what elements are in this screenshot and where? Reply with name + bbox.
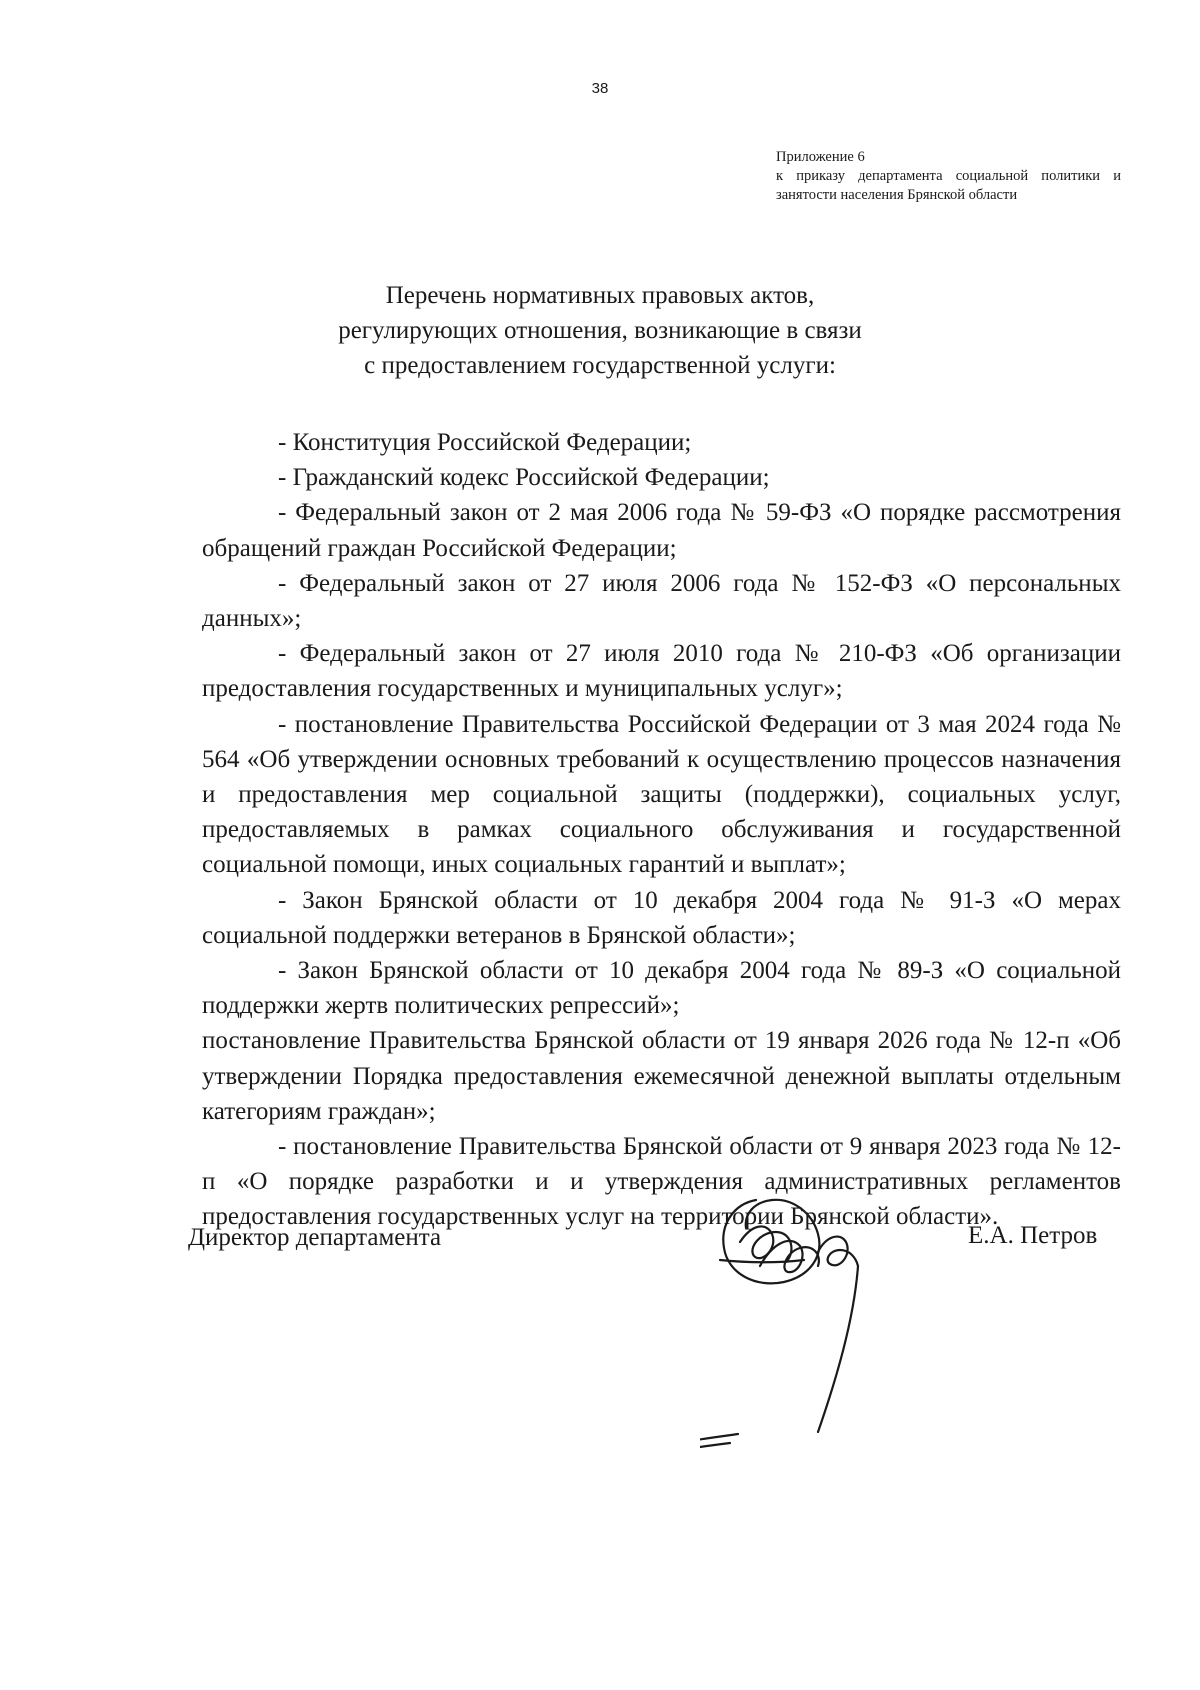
handwritten-signature-icon bbox=[700, 1170, 960, 1510]
list-item-law-152-fz: - Федеральный закон от 27 июля 2006 года № 152-ФЗ «О персональных данных»; bbox=[202, 569, 1121, 633]
page-number: 38 bbox=[591, 80, 609, 97]
list-item-resolution-12-p-2023: - постановление Правительства Брянской области от 9 января 2023 года № 12-п «О порядке разработки и и утверждения административных регламентов предоставления государственных услуг на территории Брянской области». bbox=[202, 1133, 1121, 1231]
title-line-3: с предоставлением государственной услуги: bbox=[364, 352, 836, 379]
appendix-note bbox=[776, 148, 1121, 205]
title-line-1: Перечень нормативных правовых актов, bbox=[385, 282, 815, 309]
list-item-law-59-fz: - Федеральный закон от 2 мая 2006 года № 59-ФЗ «О порядке рассмотрения обращений граждан Российской Федерации; bbox=[202, 499, 1121, 562]
list-item-resolution-12-p-2026: постановление Правительства Брянской области от 19 января 2026 года № 12-п «Об утверждении Порядка предоставления ежемесячной денежной выплаты отдельным категориям граждан»; bbox=[202, 1027, 1121, 1125]
legal-acts-list bbox=[202, 425, 1121, 1235]
title-line-2: регулирующих отношения, возникающие в связи bbox=[338, 317, 862, 344]
signature-block bbox=[0, 1170, 1200, 1510]
list-item-regional-law-91-z: - Закон Брянской области от 10 декабря 2004 года № 91-З «О мерах социальной поддержки ветеранов в Брянской области»; bbox=[202, 886, 1121, 949]
signer-position: Директор департамента bbox=[188, 1224, 442, 1251]
list-item-constitution: - Конституция Российской Федерации; bbox=[278, 429, 692, 456]
list-item-law-210-fz: - Федеральный закон от 27 июля 2010 года № 210-ФЗ «Об организации предоставления государственных и муниципальных услуг»; bbox=[202, 640, 1121, 703]
list-item-resolution-564: - постановление Правительства Российской Федерации от 3 мая 2024 года № 564 «Об утверждении основных требований к осуществлению процессов назначения и предоставления мер социальной защиты (поддержки), социальных услуг, предоставляемых в рамках социального обслуживания и государственной социальной помощи, иных социальных гарантий и выплат»; bbox=[202, 710, 1121, 879]
document-title bbox=[200, 278, 1000, 383]
appendix-order-reference: к приказу департамента социальной политики и занятости населения Брянской области bbox=[776, 168, 1121, 203]
appendix-title: Приложение 6 bbox=[776, 149, 865, 165]
list-item-civil-code: - Гражданский кодекс Российской Федерации; bbox=[278, 464, 770, 492]
signer-name: Е.А. Петров bbox=[968, 1222, 1098, 1249]
list-item-regional-law-89-z: - Закон Брянской области от 10 декабря 2004 года № 89-З «О социальной поддержки жертв политических репрессий»; bbox=[202, 957, 1121, 1020]
